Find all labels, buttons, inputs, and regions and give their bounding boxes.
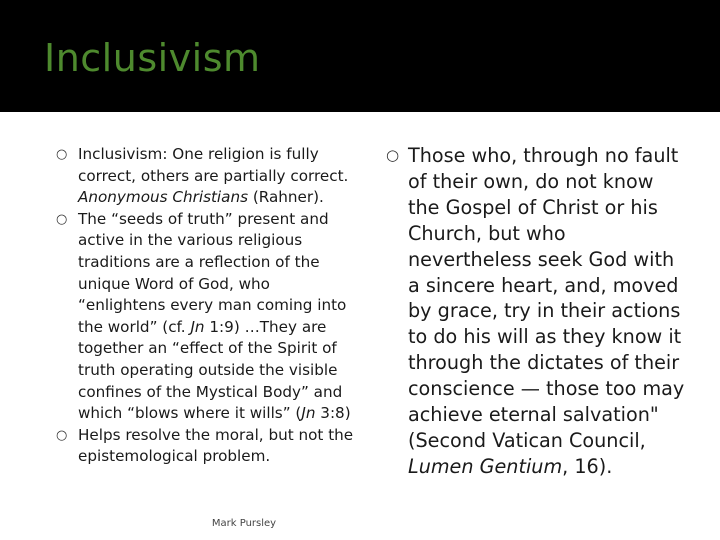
bullet-text: Inclusivism: One religion is fully correct, others are partially correct.: [78, 145, 349, 185]
bullet-text: Helps resolve the moral, but not the epistemological problem.: [78, 425, 354, 466]
right-bullet-list: [386, 143, 686, 480]
bullet-text: 3:8): [315, 404, 351, 423]
bullet-text: The “seeds of truth” present and active in the various religious traditions are a reflection of the unique Word of God, who “enlightens every man coming into the world” (cf.: [78, 209, 347, 336]
bullet-italic-text: Jn: [190, 317, 205, 336]
hollow-circle-bullet-icon: ○: [56, 211, 68, 227]
bullet-italic-text: Lumen Gentium: [408, 454, 563, 478]
bullet-inclusivism-definition: [56, 144, 356, 209]
bullet-text: Those who, through no fault of their own, do not know the Gospel of Christ or his Church, but who nevertheless seek God with a sincere heart, and, moved by grace, try in their actions to do his will as they know it through the dictates of their conscience — those too may achieve eternal salvation" (Second Vatican Council,: [408, 144, 685, 452]
title-bar: [0, 0, 720, 112]
left-bullet-list: [56, 144, 356, 468]
bullet-text: (Rahner).: [248, 188, 324, 207]
bullet-seeds-of-truth: [56, 209, 356, 425]
bullet-text: 1:9) …They are together an “effect of the Spirit of truth operating outside the visible confines of the Mystical Body” and which “blows where it wills” (: [78, 317, 343, 423]
slide-title: Inclusivism: [44, 36, 261, 80]
footer-author: Mark Pursley: [211, 518, 277, 529]
bullet-moral-problem: [56, 425, 356, 468]
hollow-circle-bullet-icon: ○: [56, 147, 68, 162]
bullet-italic-text: Anonymous Christians: [78, 188, 248, 207]
hollow-circle-bullet-icon: ○: [56, 427, 68, 443]
bullet-italic-text: Jn: [301, 404, 316, 423]
hollow-circle-bullet-icon: ○: [386, 146, 400, 164]
bullet-text: , 16).: [562, 454, 613, 478]
bullet-lumen-gentium-quote: [386, 143, 686, 480]
